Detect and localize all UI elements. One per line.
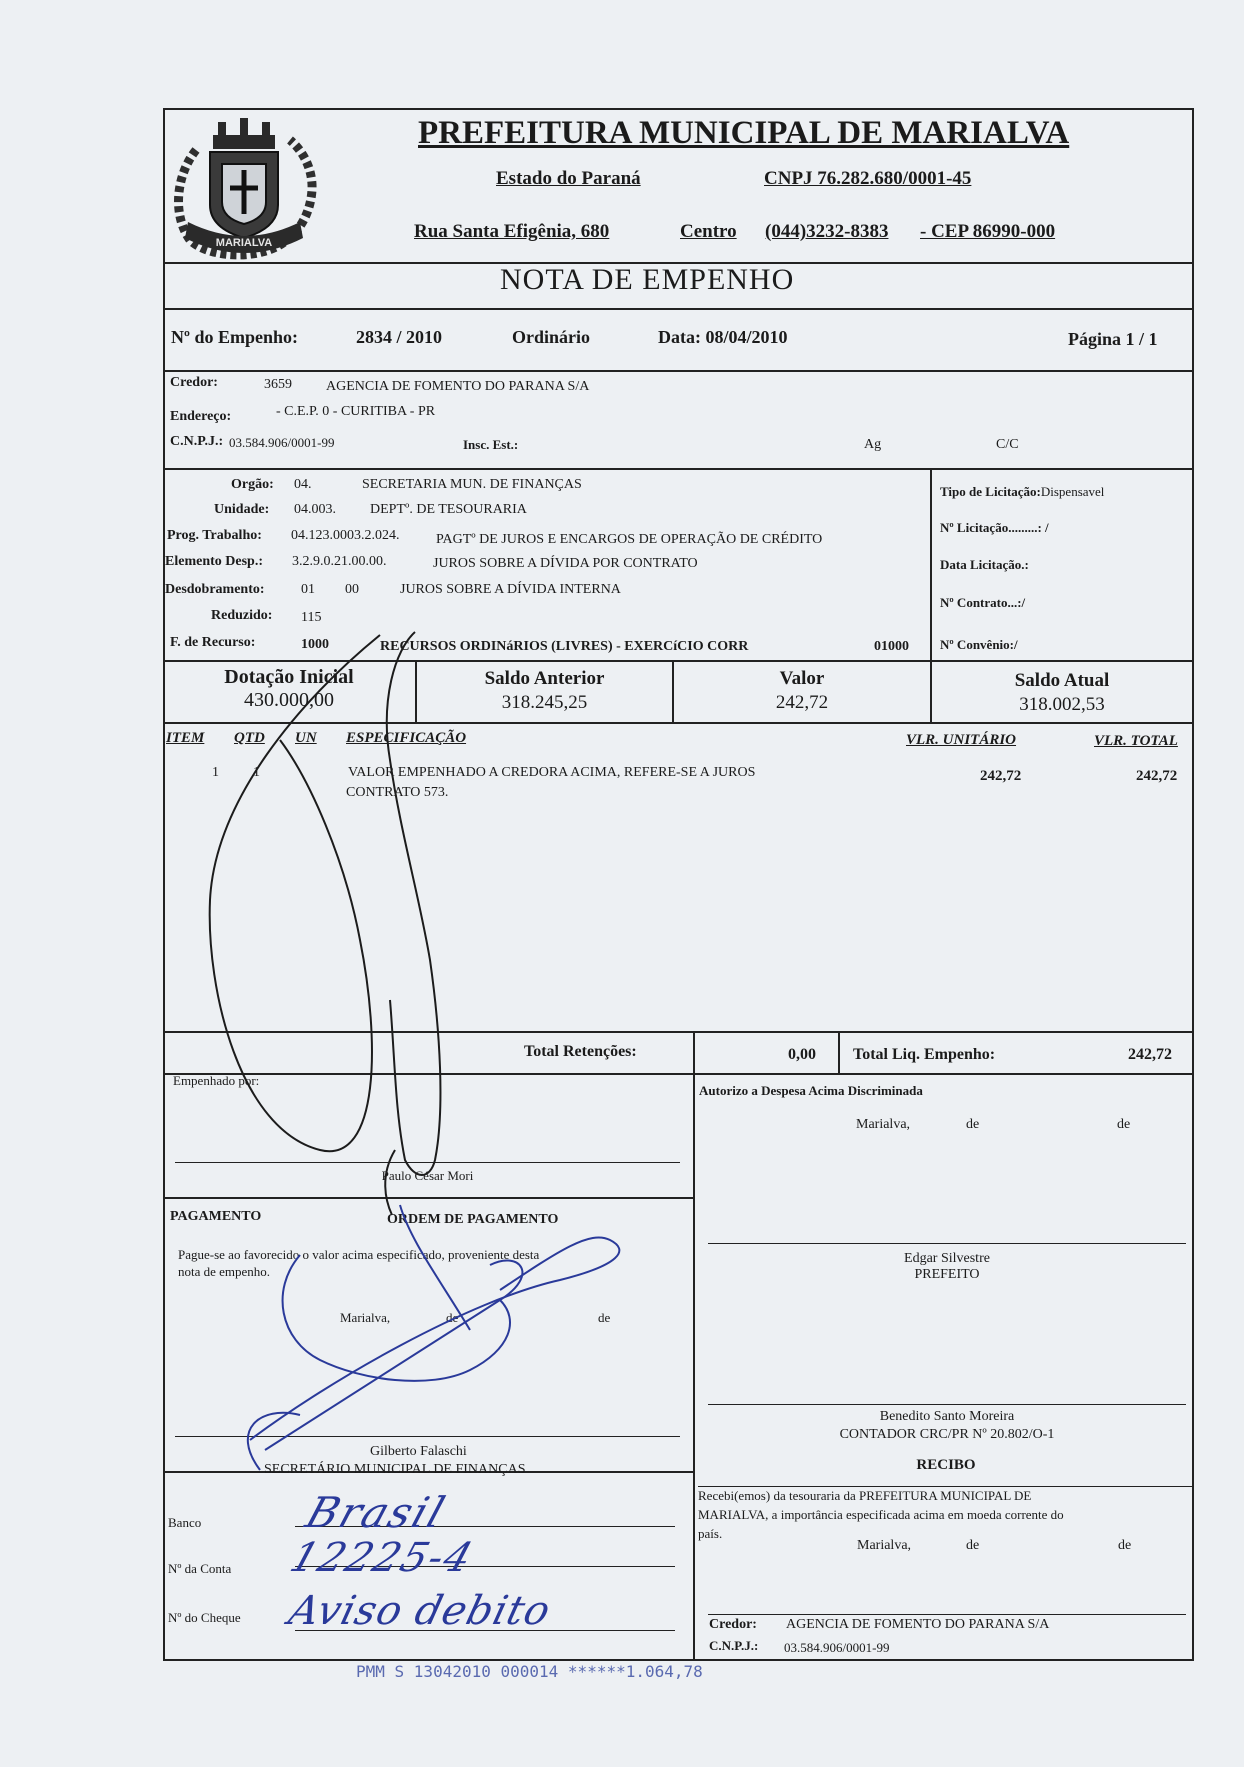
- empenho-date: Data: 08/04/2010: [658, 327, 788, 347]
- address-phone: (044)3232-8383: [765, 221, 889, 242]
- row-qtd: 1: [253, 765, 260, 780]
- prog-trabalho-label: Prog. Trabalho:: [167, 528, 262, 543]
- pagamento-text-line2: nota de empenho.: [178, 1264, 271, 1279]
- desdobramento-name: JUROS SOBRE A DÍVIDA INTERNA: [400, 582, 621, 597]
- processing-stamp: PMM S 13042010 000014 ******1.064,78: [356, 1662, 703, 1681]
- recibo-credor-label: Credor:: [709, 1617, 757, 1632]
- reduzido-value: 115: [301, 610, 322, 625]
- prog-trabalho-code: 04.123.0003.2.024.: [291, 528, 400, 543]
- total-retencoes-label: Total Retenções:: [524, 1043, 637, 1060]
- saldo-atual-label: Saldo Atual: [1014, 670, 1110, 691]
- recibo-city: Marialva,: [857, 1538, 912, 1553]
- creditor-address: - C.E.P. 0 - CURITIBA - PR: [276, 404, 436, 419]
- saldo-atual-value: 318.002,53: [1019, 694, 1105, 715]
- empenho-type: Ordinário: [512, 327, 591, 347]
- municipality-title: PREFEITURA MUNICIPAL DE MARIALVA: [418, 115, 1070, 151]
- address-cep: - CEP 86990-000: [920, 221, 1056, 242]
- bank-account-label: C/C: [996, 437, 1019, 452]
- orgao-name: SECRETARIA MUN. DE FINANÇAS: [362, 477, 582, 492]
- desdobramento-label: Desdobramento:: [165, 582, 265, 597]
- creditor-cnpj-label: C.N.P.J.:: [170, 434, 224, 449]
- saldo-anterior-label: Saldo Anterior: [484, 668, 605, 689]
- contrato-number: Nº Contrato...:/: [940, 595, 1026, 610]
- pagamento-text-line1: Pague-se ao favorecido o valor acima especificado, proveniente desta: [178, 1247, 540, 1262]
- pagamento-city: Marialva,: [340, 1310, 391, 1325]
- svg-text:MARIALVA: MARIALVA: [215, 237, 273, 249]
- fonte-recurso-code: 1000: [301, 637, 329, 652]
- dotacao-inicial-label: Dotação Inicial: [224, 666, 354, 688]
- recibo-de-1: de: [966, 1538, 980, 1553]
- cnpj-label: CNPJ 76.282.680/0001-45: [764, 168, 972, 189]
- elemento-name: JUROS SOBRE A DÍVIDA POR CONTRATO: [433, 556, 698, 571]
- recibo-credor-name: AGENCIA DE FOMENTO DO PARANA S/A: [786, 1617, 1050, 1632]
- recibo-text-line1: Recebi(emos) da tesouraria da PREFEITURA MUNICIPAL DE: [698, 1488, 1032, 1503]
- col-vlr-total-header: VLR. TOTAL: [1094, 733, 1178, 749]
- orgao-label: Orgão:: [231, 477, 274, 492]
- creditor-code: 3659: [264, 377, 292, 392]
- dotacao-inicial-value: 430.000,00: [244, 689, 334, 711]
- unidade-code: 04.003.: [294, 502, 336, 517]
- convenio-number: Nº Convênio:/: [940, 637, 1018, 652]
- elemento-label: Elemento Desp.:: [165, 554, 263, 569]
- valor-label: Valor: [779, 668, 825, 689]
- autorizo-city: Marialva,: [856, 1117, 911, 1132]
- desdobramento-code-b: 00: [345, 582, 359, 597]
- prog-trabalho-name: PAGTº DE JUROS E ENCARGOS DE OPERAÇÃO DE CRÉDITO: [436, 532, 823, 547]
- contador-name: Benedito Santo Moreira: [879, 1409, 1015, 1424]
- pagamento-de-2: de: [598, 1310, 611, 1325]
- cheque-handwritten: Aviso debito: [284, 1588, 556, 1634]
- cheque-label: Nº do Cheque: [168, 1610, 241, 1625]
- creditor-name: AGENCIA DE FOMENTO DO PARANA S/A: [326, 379, 590, 394]
- recibo-de-2: de: [1118, 1538, 1132, 1553]
- creditor-cnpj: 03.584.906/0001-99: [229, 435, 335, 450]
- orgao-code: 04.: [294, 477, 312, 492]
- saldo-anterior-value: 318.245,25: [501, 692, 588, 713]
- reduzido-label: Reduzido:: [211, 608, 273, 623]
- prefeito-title: PREFEITO: [914, 1267, 980, 1282]
- document-title: NOTA DE EMPENHO: [500, 263, 795, 296]
- licitacao-type: Tipo de Licitação:Dispensavel: [940, 484, 1105, 499]
- recibo-label: RECIBO: [916, 1457, 976, 1473]
- unidade-label: Unidade:: [214, 502, 270, 517]
- conta-label: Nº da Conta: [168, 1561, 232, 1576]
- conta-handwritten: 12225-4: [284, 1535, 480, 1581]
- unidade-name: DEPTº. DE TESOURARIA: [370, 502, 527, 517]
- col-qtd-header: QTD: [234, 730, 265, 746]
- pagamento-de-1: de: [446, 1310, 459, 1325]
- licitacao-date: Data Licitação.:: [940, 557, 1029, 572]
- row-vlr-unit: 242,72: [980, 768, 1022, 784]
- recibo-cnpj-label: C.N.P.J.:: [709, 1638, 759, 1653]
- address-district: Centro: [680, 221, 737, 242]
- creditor-label: Credor:: [170, 375, 218, 390]
- recibo-cnpj: 03.584.906/0001-99: [784, 1640, 890, 1655]
- prefeito-name: Edgar Silvestre: [904, 1251, 990, 1266]
- recibo-text-line3: país.: [698, 1526, 723, 1541]
- elemento-code: 3.2.9.0.21.00.00.: [292, 554, 387, 569]
- autorizo-label: Autorizo a Despesa Acima Discriminada: [699, 1083, 923, 1098]
- empenhado-por-label: Empenhado por:: [173, 1073, 260, 1088]
- total-liq-label: Total Liq. Empenho:: [853, 1046, 996, 1063]
- total-liq-value: 242,72: [1128, 1046, 1172, 1063]
- licitacao-number: Nº Licitação.........: /: [940, 520, 1049, 535]
- col-espec-header: ESPECIFICAÇÃO: [346, 730, 467, 746]
- banco-label: Banco: [168, 1515, 202, 1530]
- row-espec-line2: CONTRATO 573.: [346, 785, 449, 800]
- empenho-number-label: Nº do Empenho:: [171, 327, 298, 347]
- autorizo-de-1: de: [966, 1117, 980, 1132]
- pagamento-label: PAGAMENTO: [170, 1209, 262, 1224]
- row-vlr-total: 242,72: [1136, 768, 1178, 784]
- address-label: Endereço:: [170, 409, 232, 424]
- banco-handwritten: Brasil: [300, 1488, 453, 1537]
- row-espec-line1: VALOR EMPENHADO A CREDORA ACIMA, REFERE-SE A JUROS: [348, 765, 756, 780]
- secretario-title: SECRETÁRIO MUNICIPAL DE FINANÇAS: [264, 1462, 526, 1477]
- col-item-header: ITEM: [166, 730, 205, 746]
- autorizo-de-2: de: [1117, 1117, 1131, 1132]
- state-label: Estado do Paraná: [496, 168, 641, 189]
- desdobramento-code-a: 01: [301, 582, 315, 597]
- fonte-recurso-number: 01000: [874, 639, 909, 654]
- address-street: Rua Santa Efigênia, 680: [414, 221, 610, 242]
- empenho-number: 2834 / 2010: [356, 327, 443, 347]
- ordem-pagamento-label: ORDEM DE PAGAMENTO: [387, 1212, 559, 1227]
- secretario-name: Gilberto Falaschi: [370, 1444, 467, 1459]
- state-registration-label: Insc. Est.:: [463, 437, 519, 452]
- page-number: Página 1 / 1: [1068, 329, 1158, 349]
- total-retencoes-value: 0,00: [788, 1046, 816, 1063]
- row-item: 1: [212, 765, 219, 780]
- empenhado-por-name: Paulo César Mori: [381, 1168, 474, 1183]
- fonte-recurso-name: RECURSOS ORDINáRIOS (LIVRES) - EXERCíCIO CORR: [380, 639, 749, 654]
- fonte-recurso-label: F. de Recurso:: [170, 635, 256, 650]
- col-vlr-unit-header: VLR. UNITÁRIO: [906, 732, 1017, 748]
- col-un-header: UN: [295, 730, 317, 746]
- valor-value: 242,72: [775, 692, 829, 713]
- contador-title: CONTADOR CRC/PR Nº 20.802/O-1: [839, 1427, 1055, 1442]
- bank-agency-label: Ag: [864, 437, 882, 452]
- recibo-text-line2: MARIALVA, a importância especificada acima em moeda corrente do: [698, 1507, 1064, 1522]
